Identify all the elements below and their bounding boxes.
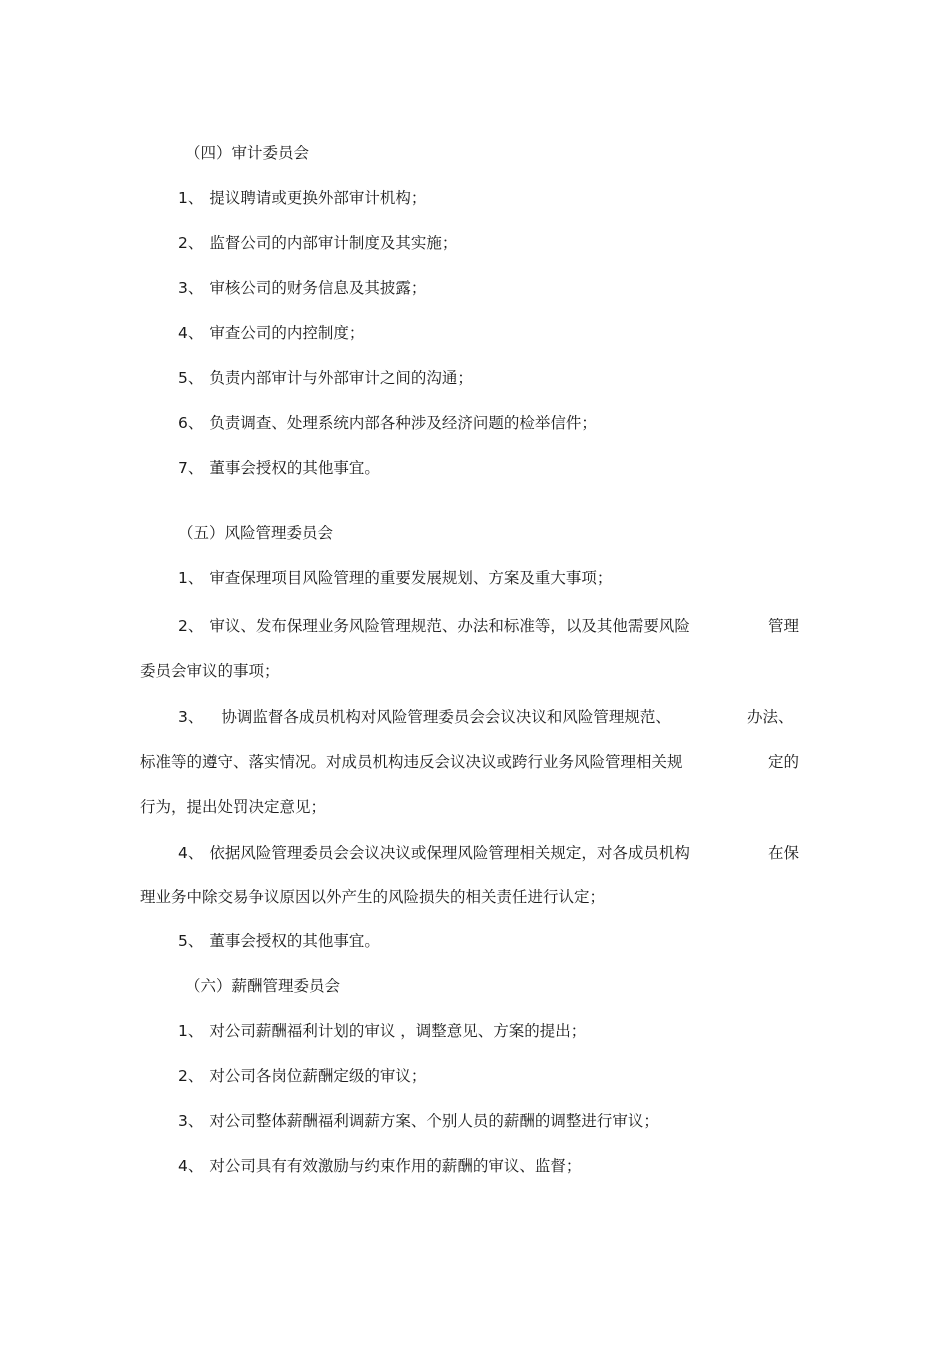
item-text-tail: 办法、 bbox=[747, 708, 794, 726]
item-text: 监督公司的内部审计制度及其实施； bbox=[209, 234, 458, 252]
item-number: 1、 bbox=[178, 1022, 204, 1040]
item-number: 3、 bbox=[178, 708, 204, 726]
item-text: 提议聘请或更换外部审计机构； bbox=[209, 189, 427, 207]
item-text: 董事会授权的其他事宜。 bbox=[209, 932, 380, 950]
list-item bbox=[178, 188, 426, 208]
list-item bbox=[178, 1021, 586, 1041]
item-text-continuation: 标准等的遵守、落实情况。对成员机构违反会议决议或跨行业务风险管理相关规 bbox=[140, 753, 683, 771]
item-number: 5、 bbox=[178, 932, 204, 950]
item-number: 7、 bbox=[178, 459, 204, 477]
item-text-tail: 管理 bbox=[768, 617, 800, 635]
item-number: 4、 bbox=[178, 1157, 204, 1175]
section-heading-compensation-committee: （六）薪酬管理委员会 bbox=[185, 977, 341, 995]
item-text: 对公司整体薪酬福利调薪方案、个别人员的薪酬的调整进行审议； bbox=[209, 1112, 659, 1130]
item-number: 2、 bbox=[178, 1067, 204, 1085]
item-text: 协调监督各成员机构对风险管理委员会会议决议和风险管理规范、 bbox=[221, 708, 671, 726]
item-text: 审查公司的内控制度； bbox=[209, 324, 365, 342]
list-item bbox=[178, 323, 364, 343]
item-number: 2、 bbox=[178, 617, 204, 635]
item-number: 6、 bbox=[178, 414, 204, 432]
item-text: 审查保理项目风险管理的重要发展规划、方案及重大事项； bbox=[209, 569, 613, 587]
list-item bbox=[178, 707, 671, 727]
list-item bbox=[178, 278, 426, 298]
item-number: 2、 bbox=[178, 234, 204, 252]
list-item bbox=[178, 1156, 581, 1176]
section-heading-risk-committee: （五）风险管理委员会 bbox=[178, 524, 334, 542]
list-item bbox=[178, 931, 380, 951]
list-item bbox=[178, 1066, 426, 1086]
section-heading-audit-committee: （四）审计委员会 bbox=[185, 144, 310, 162]
item-text: 对公司具有有效激励与约束作用的薪酬的审议、监督； bbox=[209, 1157, 582, 1175]
item-text-tail: 在保 bbox=[768, 844, 800, 862]
list-item bbox=[178, 843, 690, 863]
item-text-continuation: 理业务中除交易争议原因以外产生的风险损失的相关责任进行认定； bbox=[140, 888, 606, 906]
item-text: 对公司各岗位薪酬定级的审议； bbox=[209, 1067, 427, 1085]
list-item bbox=[178, 1111, 659, 1131]
item-text: 负责调查、处理系统内部各种涉及经济问题的检举信件； bbox=[209, 414, 597, 432]
item-text: 审核公司的财务信息及其披露； bbox=[209, 279, 427, 297]
item-number: 5、 bbox=[178, 369, 204, 387]
item-number: 1、 bbox=[178, 189, 204, 207]
list-item bbox=[178, 616, 690, 636]
list-item bbox=[178, 413, 597, 433]
item-number: 3、 bbox=[178, 1112, 204, 1130]
item-text-continuation: 委员会审议的事项； bbox=[140, 662, 280, 680]
item-text-tail: 定的 bbox=[768, 753, 800, 771]
item-text-continuation: 行为，提出处罚决定意见； bbox=[140, 798, 327, 816]
list-item bbox=[178, 368, 473, 388]
item-text: 负责内部审计与外部审计之间的沟通； bbox=[209, 369, 473, 387]
item-number: 1、 bbox=[178, 569, 204, 587]
list-item bbox=[178, 568, 612, 588]
item-text: 对公司薪酬福利计划的审议 ，调整意见、方案的提出； bbox=[209, 1022, 587, 1040]
item-number: 4、 bbox=[178, 324, 204, 342]
list-item bbox=[178, 233, 457, 253]
item-number: 4、 bbox=[178, 844, 204, 862]
item-text: 审议、发布保理业务风险管理规范、办法和标准等，以及其他需要风险 bbox=[209, 617, 690, 635]
item-number: 3、 bbox=[178, 279, 204, 297]
item-text: 董事会授权的其他事宜。 bbox=[209, 459, 380, 477]
list-item bbox=[178, 458, 380, 478]
item-text: 依据风险管理委员会会议决议或保理风险管理相关规定，对各成员机构 bbox=[209, 844, 690, 862]
